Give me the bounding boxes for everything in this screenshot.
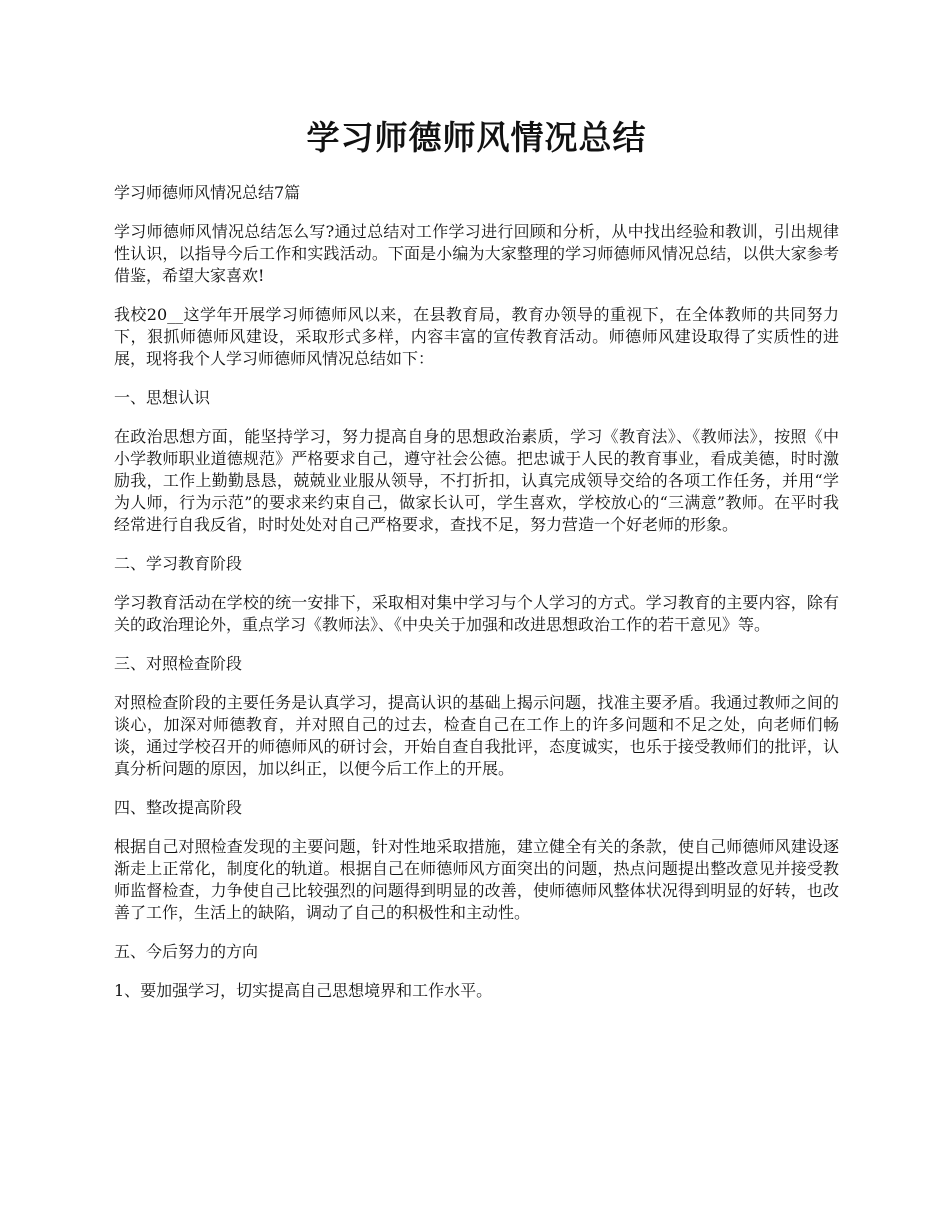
thought-paragraph: 在政治思想方面，能坚持学习，努力提高自身的思想政治素质，学习《教育法》、《教师法》，按照《中小学教师职业道德规范》严格要求自己，遵守社会公德。把忠诚于人民的教育事业，看成美德，时时激励我，工作上勤勤恳恳，兢兢业业服从领导，不打折扣，认真完成领导交给的各项工作任务，并用“学为人师，行为示范”的要求来约束自己，做家长认可，学生喜欢，学校放心的“三满意”教师。在平时我经常进行自我反省，时时处处对自己严格要求，查找不足，努力营造一个好老师的形象。 [114, 427, 839, 534]
check-paragraph: 对照检查阶段的主要任务是认真学习，提高认识的基础上揭示问题，找准主要矛盾。我通过教师之间的谈心，加深对师德教育，并对照自己的过去，检查自己在工作上的许多问题和不足之处，向老师们畅谈，通过学校召开的师德师风的研讨会，开始自查自我批评，态度诚实，也乐于接受教师们的批评，认真分析问题的原因，加以纠正，以便今后工作上的开展。 [114, 693, 839, 778]
future-item-1: 1、要加强学习，切实提高自己思想境界和工作水平。 [114, 981, 493, 1000]
study-paragraph: 学习教育活动在学校的统一安排下，采取相对集中学习与个人学习的方式。学习教育的主要内容，除有关的政治理论外，重点学习《教师法》、《中央关于加强和改进思想政治工作的若干意见》等。 [114, 593, 839, 634]
school-overview-paragraph: 我校20__这学年开展学习师德师风以来，在县教育局，教育办领导的重视下，在全体教师的共同努力下，狠抓师德师风建设，采取形式多样，内容丰富的宣传教育活动。师德师风建设取得了实质性的进展，现将我个人学习师德师风情况总结如下： [114, 305, 839, 368]
section-heading-study: 二、学习教育阶段 [114, 554, 243, 573]
document-title: 学习师德师风情况总结 [306, 118, 647, 157]
document-subtitle: 学习师德师风情况总结7篇 [114, 183, 301, 202]
section-heading-thought: 一、思想认识 [114, 388, 211, 407]
section-heading-check: 三、对照检查阶段 [114, 654, 243, 673]
improve-paragraph: 根据自己对照检查发现的主要问题，针对性地采取措施，建立健全有关的条款，使自己师德师风建设逐渐走上正常化，制度化的轨道。根据自己在师德师风方面突出的问题，热点问题提出整改意见并接受教师监督检查，力争使自己比较强烈的问题得到明显的改善，使师德师风整体状况得到明显的好转，也改善了工作，生活上的缺陷，调动了自己的积极性和主动性。 [114, 837, 839, 922]
section-heading-improve: 四、整改提高阶段 [114, 798, 243, 817]
document-page [114, 0, 839, 1002]
section-heading-future: 五、今后努力的方向 [114, 942, 259, 961]
intro-paragraph: 学习师德师风情况总结怎么写?通过总结对工作学习进行回顾和分析，从中找出经验和教训，引出规律性认识，以指导今后工作和实践活动。下面是小编为大家整理的学习师德师风情况总结，以供大家参考借鉴，希望大家喜欢! [114, 222, 839, 285]
